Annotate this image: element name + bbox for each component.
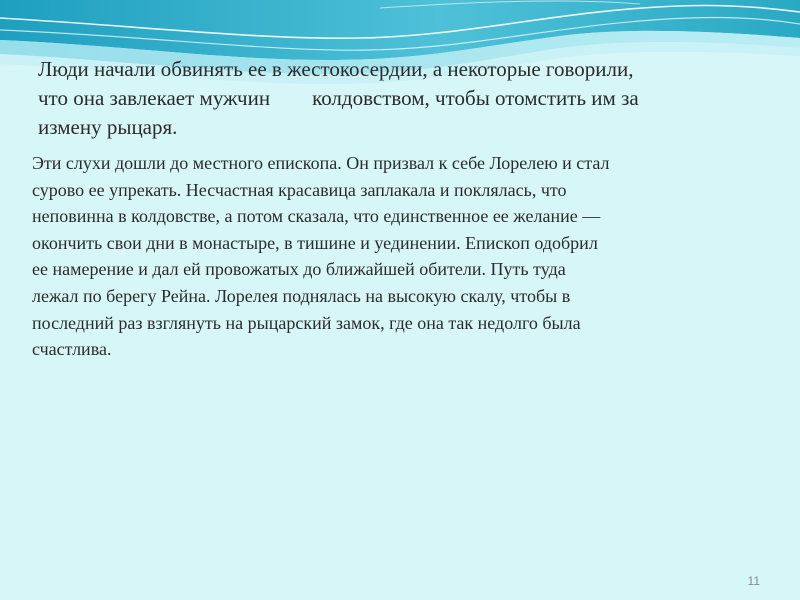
- intro-line: что она завлекает мужчин колдовством, чтобы отомстить им за: [38, 86, 639, 110]
- body-line: сурово ее упрекать. Несчастная красавица заплакала и поклялась, что: [32, 179, 567, 200]
- body-line: счастлива.: [32, 339, 112, 360]
- body-line: ее намерение и дал ей провожатых до ближайшей обители. Путь туда: [32, 259, 566, 280]
- body-line: неповинна в колдовстве, а потом сказала, что единственное ее желание —: [32, 206, 601, 227]
- intro-paragraph: [38, 55, 768, 142]
- body-paragraph: [32, 150, 762, 363]
- intro-line: измену рыцаря.: [38, 115, 178, 139]
- intro-line: Люди начали обвинять ее в жестокосердии, а некоторые говорили,: [38, 57, 634, 81]
- body-line: последний раз взглянуть на рыцарский замок, где она так недолго была: [32, 312, 581, 333]
- body-line: окончить свои дни в монастыре, в тишине и уединении. Епископ одобрил: [32, 232, 598, 253]
- body-line: лежал по берегу Рейна. Лорелея поднялась на высокую скалу, чтобы в: [32, 285, 571, 306]
- page-number: 11: [747, 574, 760, 588]
- body-line: Эти слухи дошли до местного епископа. Он призвал к себе Лорелею и стал: [32, 153, 610, 173]
